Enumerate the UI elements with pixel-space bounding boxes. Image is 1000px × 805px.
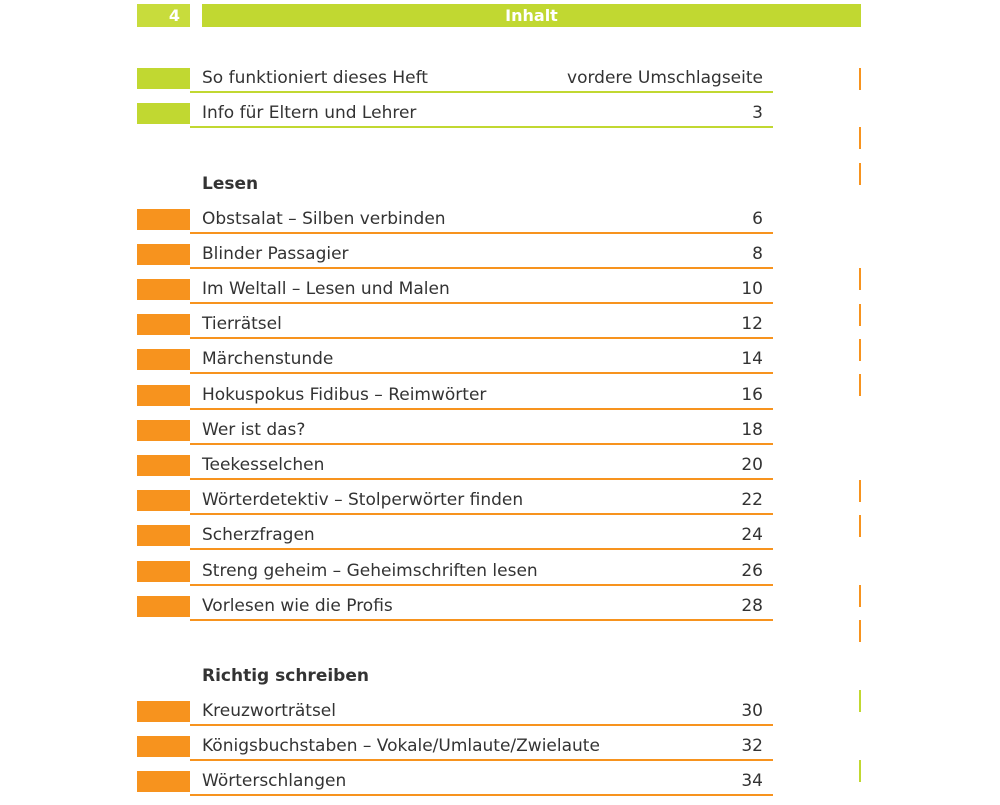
row-divider (190, 548, 773, 550)
section-heading-lesen: Lesen (202, 174, 259, 194)
toc-entry-page: 28 (741, 596, 763, 616)
row-divider (190, 584, 773, 586)
row-divider (190, 619, 773, 621)
toc-entry-title: Im Weltall – Lesen und Malen (202, 279, 450, 299)
toc-row[interactable] (137, 242, 773, 278)
row-marker (137, 490, 190, 511)
row-divider (190, 513, 773, 515)
row-marker (137, 771, 190, 792)
edge-tick-mark (859, 339, 861, 361)
row-divider (190, 724, 773, 726)
toc-entry-title: Hokuspokus Fidibus – Reimwörter (202, 385, 487, 405)
row-marker (137, 736, 190, 757)
toc-row[interactable] (137, 488, 773, 524)
edge-tick-mark (859, 690, 861, 712)
edge-tick-mark (859, 68, 861, 90)
toc-entry-page: 32 (741, 736, 763, 756)
toc-entry-page: 18 (741, 420, 763, 440)
toc-entry-page: 16 (741, 385, 763, 405)
row-divider (190, 91, 773, 93)
toc-entry-page: 34 (741, 771, 763, 791)
section-heading-richtig-schreiben: Richtig schreiben (202, 666, 369, 686)
toc-entry-title: Obstsalat – Silben verbinden (202, 209, 446, 229)
row-marker (137, 103, 190, 124)
toc-row-intro[interactable] (137, 101, 773, 137)
edge-tick-mark (859, 163, 861, 185)
toc-entry-page: 10 (741, 279, 763, 299)
row-divider (190, 126, 773, 128)
toc-entry-title: Scherzfragen (202, 525, 315, 545)
toc-entry-title: Märchenstunde (202, 349, 334, 369)
toc-entry-title: Tierrätsel (202, 314, 282, 334)
toc-entry-title: Vorlesen wie die Profis (202, 596, 393, 616)
toc-entry-title: So funktioniert dieses Heft (202, 68, 428, 88)
toc-row[interactable] (137, 207, 773, 243)
edge-tick-mark (859, 585, 861, 607)
row-marker (137, 68, 190, 89)
toc-row[interactable] (137, 559, 773, 595)
edge-tick-mark (859, 760, 861, 782)
toc-entry-page: vordere Umschlagseite (567, 68, 763, 88)
row-marker (137, 525, 190, 546)
row-divider (190, 759, 773, 761)
page-number: 4 (137, 4, 190, 27)
toc-row[interactable] (137, 383, 773, 419)
row-divider (190, 302, 773, 304)
toc-entry-title: Wer ist das? (202, 420, 306, 440)
toc-entry-page: 22 (741, 490, 763, 510)
toc-entry-page: 8 (752, 244, 763, 264)
row-marker (137, 455, 190, 476)
toc-row[interactable] (137, 594, 773, 630)
toc-entry-title: Teekesselchen (202, 455, 325, 475)
row-marker (137, 701, 190, 722)
toc-row-intro[interactable] (137, 66, 773, 102)
toc-entry-page: 30 (741, 701, 763, 721)
row-divider (190, 232, 773, 234)
row-marker (137, 244, 190, 265)
toc-entry-title: Kreuzworträtsel (202, 701, 336, 721)
edge-tick-mark (859, 480, 861, 502)
toc-row[interactable] (137, 523, 773, 559)
toc-row[interactable] (137, 453, 773, 489)
row-marker (137, 209, 190, 230)
toc-entry-page: 3 (752, 103, 763, 123)
edge-tick-mark (859, 127, 861, 149)
row-marker (137, 420, 190, 441)
toc-row[interactable] (137, 734, 773, 770)
row-marker (137, 596, 190, 617)
row-divider (190, 478, 773, 480)
row-marker (137, 314, 190, 335)
toc-entry-page: 12 (741, 314, 763, 334)
edge-tick-mark (859, 268, 861, 290)
toc-row[interactable] (137, 347, 773, 383)
toc-entry-page: 20 (741, 455, 763, 475)
row-divider (190, 267, 773, 269)
toc-entry-page: 24 (741, 525, 763, 545)
toc-entry-page: 6 (752, 209, 763, 229)
toc-entry-page: 26 (741, 561, 763, 581)
row-divider (190, 372, 773, 374)
edge-tick-mark (859, 620, 861, 642)
row-divider (190, 443, 773, 445)
toc-entry-title: Blinder Passagier (202, 244, 349, 264)
edge-tick-mark (859, 304, 861, 326)
toc-entry-title: Wörterdetektiv – Stolperwörter finden (202, 490, 524, 510)
row-marker (137, 385, 190, 406)
toc-entry-title: Streng geheim – Geheimschriften lesen (202, 561, 538, 581)
row-marker (137, 349, 190, 370)
toc-row[interactable] (137, 312, 773, 348)
row-marker (137, 561, 190, 582)
toc-entry-page: 14 (741, 349, 763, 369)
toc-entry-title: Königsbuchstaben – Vokale/Umlaute/Zwielaute (202, 736, 600, 756)
toc-row[interactable] (137, 699, 773, 735)
toc-row[interactable] (137, 418, 773, 454)
toc-row[interactable] (137, 277, 773, 313)
row-divider (190, 337, 773, 339)
toc-entry-title: Info für Eltern und Lehrer (202, 103, 417, 123)
row-divider (190, 794, 773, 796)
row-divider (190, 408, 773, 410)
edge-tick-mark (859, 515, 861, 537)
row-marker (137, 279, 190, 300)
edge-tick-mark (859, 374, 861, 396)
page-title: Inhalt (202, 4, 861, 27)
toc-entry-title: Wörterschlangen (202, 771, 347, 791)
